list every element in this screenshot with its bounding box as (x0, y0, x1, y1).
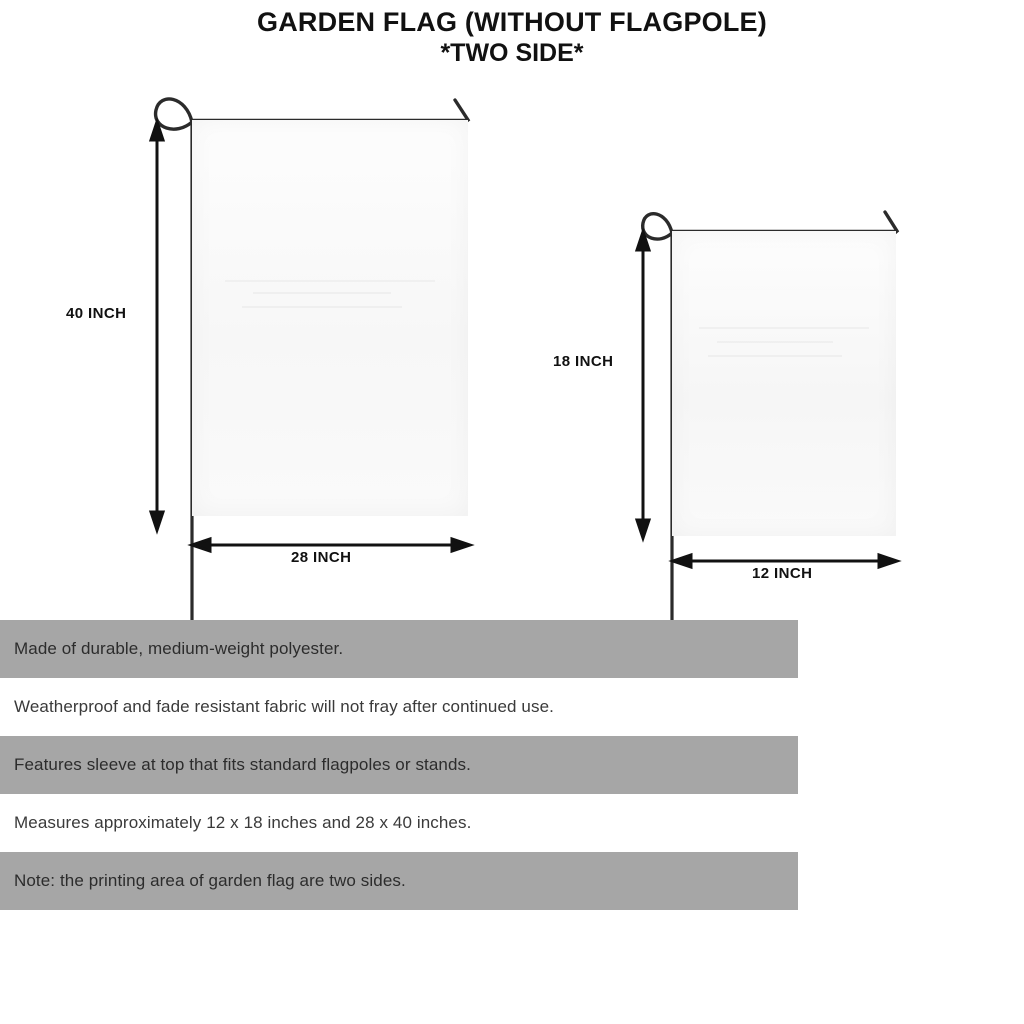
title-line-1: GARDEN FLAG (WITHOUT FLAGPOLE) (257, 7, 767, 37)
large-flag-width-label: 28 INCH (291, 549, 352, 566)
feature-text: Features sleeve at top that fits standard flagpoles or stands. (14, 755, 471, 774)
list-item (0, 794, 798, 852)
feature-text: Made of durable, medium-weight polyester. (14, 639, 344, 658)
small-flag-panel (672, 231, 896, 536)
small-flag-height-label: 18 INCH (553, 353, 614, 370)
small-flag-width-label: 12 INCH (752, 565, 813, 582)
list-item (0, 620, 798, 678)
feature-list (0, 620, 798, 910)
feature-text: Measures approximately 12 x 18 inches and 28 x 40 inches. (14, 813, 472, 832)
feature-text: Weatherproof and fade resistant fabric will not fray after continued use. (14, 697, 554, 716)
large-flag-panel (192, 120, 468, 516)
feature-text: Note: the printing area of garden flag are two sides. (14, 871, 406, 890)
list-item (0, 736, 798, 794)
list-item (0, 678, 798, 736)
large-flag-height-label: 40 INCH (66, 305, 127, 322)
list-item (0, 852, 798, 910)
title-line-2: *TWO SIDE* (440, 39, 584, 67)
